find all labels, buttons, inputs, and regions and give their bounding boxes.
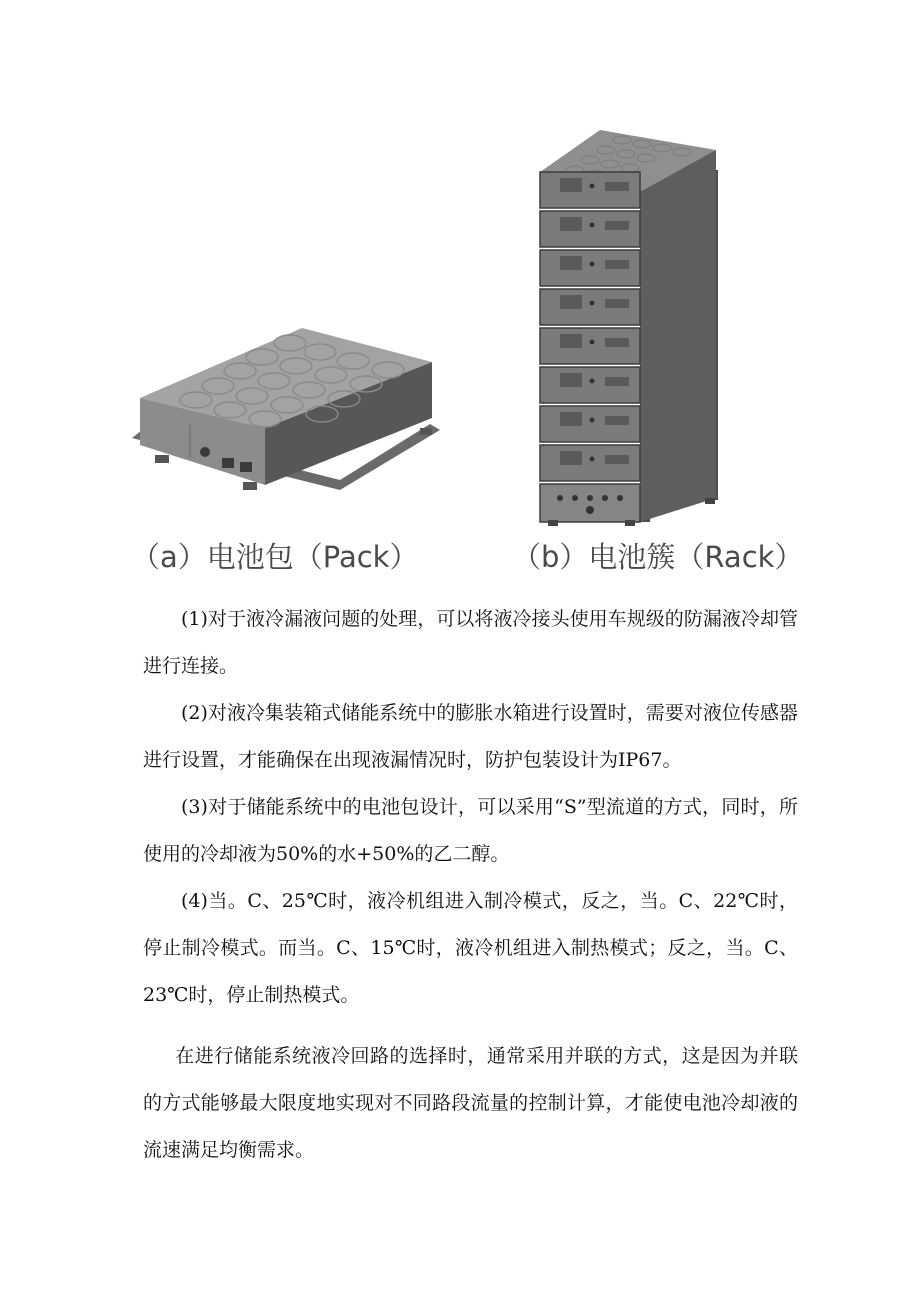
figure-caption-b: （b）电池簇（Rack） [512, 540, 804, 574]
paragraph-2: (2)对液冷集装箱式储能系统中的膨胀水箱进行设置时，需要对液位传感器进行设置，才能确保在出现液漏情况时，防护包装设计为IP67。 [143, 702, 798, 771]
battery-illustrations [0, 0, 920, 530]
figure-caption-a: （a）电池包（Pack） [131, 540, 419, 574]
figure [0, 0, 920, 590]
paragraph-3: (3)对于储能系统中的电池包设计，可以采用“S”型流道的方式，同时，所使用的冷却液为50%的水+50%的乙二醇。 [143, 796, 798, 865]
paragraph-4: (4)当。C、25℃时，液冷机组进入制冷模式，反之，当。C、22℃时，停止制冷模式。而当。C、15℃时，液冷机组进入制热模式；反之，当。C、23℃时，停止制热模式。 [143, 890, 798, 1006]
battery-pack-illustration [132, 328, 440, 490]
body-text [143, 596, 798, 1174]
paragraph-1: (1)对于液冷漏液问题的处理，可以将液冷接头使用车规级的防漏液冷却管进行连接。 [143, 608, 798, 677]
paragraph-5: 在进行储能系统液冷回路的选择时，通常采用并联的方式，这是因为并联的方式能够最大限度地实现对不同路段流量的控制计算，才能使电池冷却液的流速满足均衡需求。 [143, 1045, 798, 1161]
battery-rack-illustration [540, 130, 718, 526]
